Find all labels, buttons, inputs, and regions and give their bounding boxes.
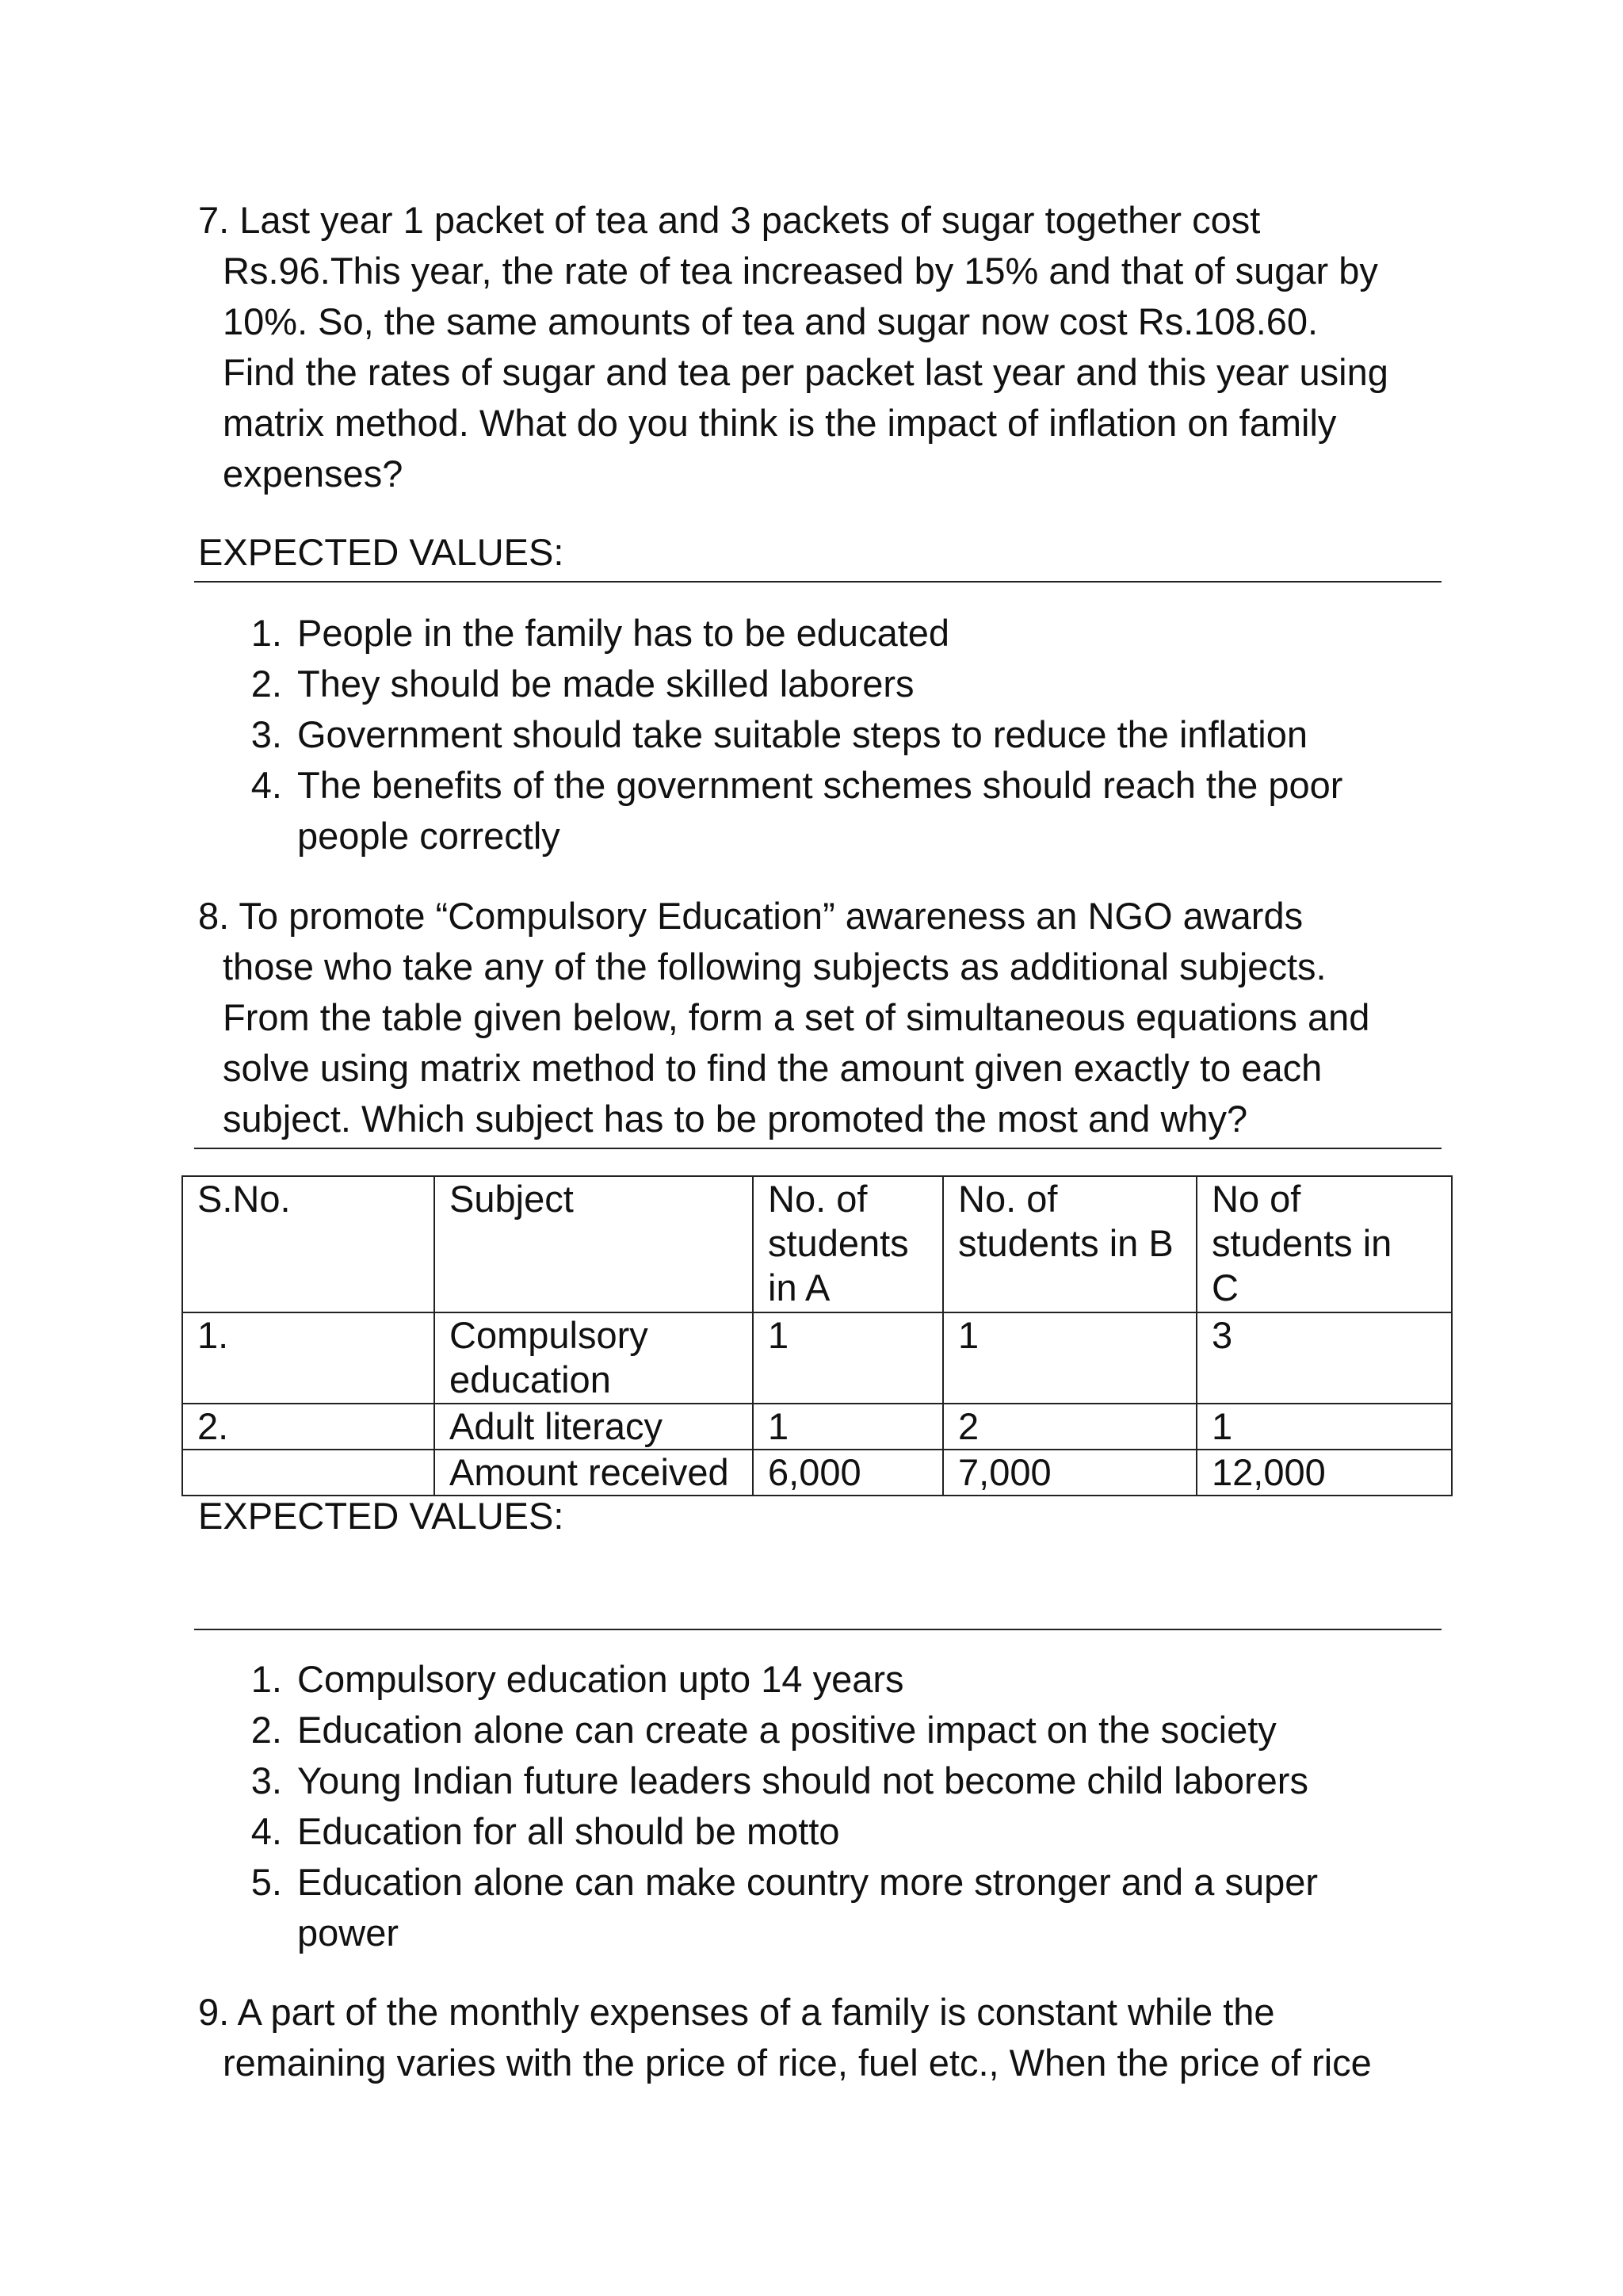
q8-value-3-num: 3. <box>250 1759 282 1801</box>
q8-value-3: Young Indian future leaders should not become child laborers <box>297 1759 1308 1801</box>
q8-line-5: subject. Which subject has to be promoted the most and why? <box>223 1098 1248 1140</box>
q8-divider-2 <box>194 1629 1442 1630</box>
table-row <box>182 1450 1452 1496</box>
q8-line-2: those who take any of the following subjects as additional subjects. <box>223 946 1327 988</box>
q7-line-6: expenses? <box>223 453 403 495</box>
row-3-a: 6,000 <box>753 1450 943 1496</box>
row-2-b: 2 <box>943 1404 1197 1450</box>
q8-value-4-num: 4. <box>250 1810 282 1852</box>
q8-line-4: solve using matrix method to find the amount given exactly to each <box>223 1047 1323 1089</box>
q7-value-1: People in the family has to be educated <box>297 612 950 654</box>
q7-value-1-num: 1. <box>250 612 282 654</box>
q8-divider <box>194 1148 1442 1149</box>
q7-value-4-line-1: The benefits of the government schemes should reach the poor <box>297 764 1343 806</box>
q7-line-1: 7. Last year 1 packet of tea and 3 packets of sugar together cost <box>198 199 1261 241</box>
header-students-b: No. of students in B <box>943 1176 1197 1312</box>
q8-value-2: Education alone can create a positive impact on the society <box>297 1709 1277 1751</box>
q7-divider <box>194 581 1442 583</box>
header-students-c: No of students in C <box>1197 1176 1452 1312</box>
row-3-subject: Amount received <box>434 1450 753 1496</box>
q9-line-1: 9. A part of the monthly expenses of a family is constant while the <box>198 1991 1275 2033</box>
q8-value-5-num: 5. <box>250 1861 282 1903</box>
row-2-subject: Adult literacy <box>434 1404 753 1450</box>
q7-value-2: They should be made skilled laborers <box>297 663 915 705</box>
q9-line-2: remaining varies with the price of rice, fuel etc., When the price of rice <box>223 2042 1372 2084</box>
table-row <box>182 1404 1452 1450</box>
row-3-c: 12,000 <box>1197 1450 1452 1496</box>
q8-value-5-line-1: Education alone can make country more stronger and a super <box>297 1861 1319 1903</box>
row-1-b: 1 <box>943 1312 1197 1404</box>
header-sno: S.No. <box>182 1176 434 1312</box>
row-3-sno <box>182 1450 434 1496</box>
row-1-sno: 1. <box>182 1312 434 1404</box>
q8-value-1-num: 1. <box>250 1658 282 1700</box>
header-subject: Subject <box>434 1176 753 1312</box>
q7-expected-heading: EXPECTED VALUES: <box>198 531 564 573</box>
q7-value-3: Government should take suitable steps to reduce the inflation <box>297 713 1308 755</box>
q7-line-2: Rs.96.This year, the rate of tea increased by 15% and that of sugar by <box>223 250 1378 292</box>
q7-line-4: Find the rates of sugar and tea per packet last year and this year using <box>223 351 1388 393</box>
q8-value-4: Education for all should be motto <box>297 1810 840 1852</box>
row-2-sno: 2. <box>182 1404 434 1450</box>
q8-value-1: Compulsory education upto 14 years <box>297 1658 904 1700</box>
q7-value-4-num: 4. <box>250 764 282 806</box>
table-header-row <box>182 1176 1452 1312</box>
table-row <box>182 1312 1452 1404</box>
q7-line-3: 10%. So, the same amounts of tea and sugar now cost Rs.108.60. <box>223 300 1319 342</box>
row-2-a: 1 <box>753 1404 943 1450</box>
q7-value-3-num: 3. <box>250 713 282 755</box>
row-1-c: 3 <box>1197 1312 1452 1404</box>
row-3-b: 7,000 <box>943 1450 1197 1496</box>
q7-value-2-num: 2. <box>250 663 282 705</box>
header-students-a: No. of students in A <box>753 1176 943 1312</box>
q8-line-3: From the table given below, form a set of simultaneous equations and <box>223 996 1370 1038</box>
q7-value-4-line-2: people correctly <box>297 815 560 857</box>
q8-value-2-num: 2. <box>250 1709 282 1751</box>
q8-value-5-line-2: power <box>297 1912 399 1954</box>
row-2-c: 1 <box>1197 1404 1452 1450</box>
q7-line-5: matrix method. What do you think is the impact of inflation on family <box>223 402 1337 444</box>
q8-expected-heading: EXPECTED VALUES: <box>198 1495 564 1537</box>
row-1-a: 1 <box>753 1312 943 1404</box>
subjects-table <box>181 1175 1453 1496</box>
row-1-subject: Compulsory education <box>434 1312 753 1404</box>
q8-line-1: 8. To promote “Compulsory Education” awareness an NGO awards <box>198 895 1304 937</box>
